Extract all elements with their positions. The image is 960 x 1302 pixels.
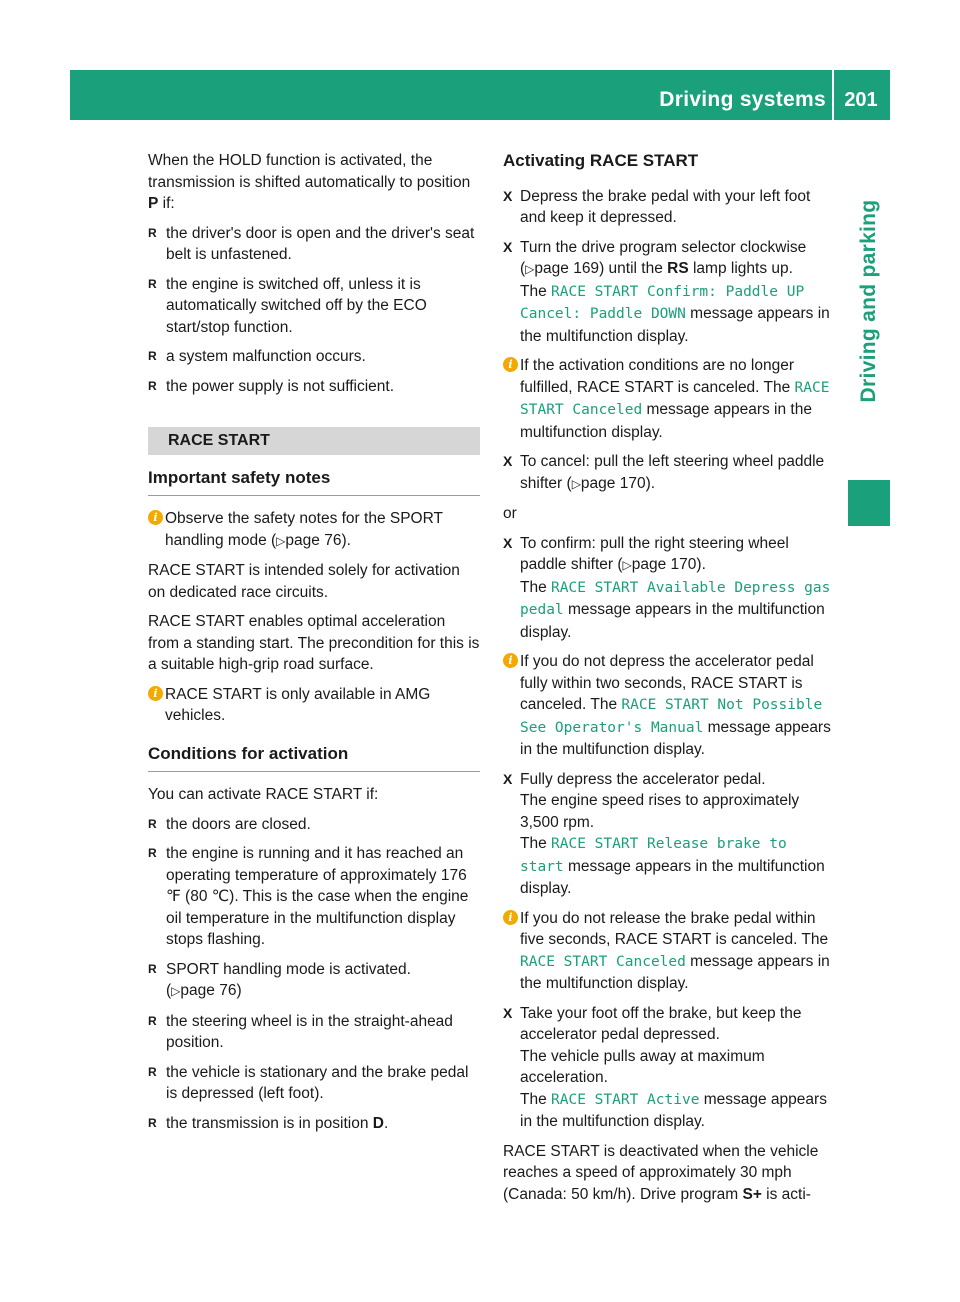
right-column [503,150,835,1213]
page-link[interactable]: page 76 [285,531,342,549]
conditions-heading: Conditions for activation [148,743,480,773]
hold-intro: When the HOLD function is activated, the transmission is shifted automatically to position P if: [148,152,471,212]
bullet-icon: R [148,225,157,240]
page-ref-icon: ▷ [276,533,286,548]
safety-note: i Observe the safety notes for the SPORT handling mode (▷page 76). [148,508,480,552]
safety-heading: Important safety notes [148,467,480,497]
paragraph: RACE START is intended solely for activation on dedicated race circuits. [148,562,460,601]
bullet-icon: R [148,1115,157,1130]
page-link[interactable]: page 170 [631,556,697,573]
step-item: X To confirm: pull the right steering wheel paddle shifter (▷page 170). The RACE START Available Depress gas pedal message appears in the multifunction display. [503,534,831,641]
amg-note: i RACE START is only available in AMG vehicles. [148,684,480,727]
or-label: or [503,505,517,522]
display-message: RACE START Canceled [520,379,830,418]
bullet-icon: R [148,961,157,976]
bullet-icon: R [148,1013,157,1028]
display-message: RACE START Canceled [520,953,686,970]
step-item: X Fully depress the accelerator pedal. The engine speed rises to approximately 3,500 rpm. The RACE START Release brake to start message appears in the multifunction display. [503,770,825,897]
bullet-icon: R [148,378,157,393]
info-icon: i [503,357,518,372]
info-icon: i [503,653,518,668]
display-message: RACE START Not Possible See Operator's Manual [520,697,823,736]
bullet-icon: R [148,1064,157,1079]
paragraph: RACE START enables optimal acceleration from a standing start. The precondition for this is a suitable high-grip road surface. [148,613,480,673]
bullet-icon: R [148,276,157,291]
page-link[interactable]: page 76 [180,982,237,999]
display-message: RACE START Release brake to start [520,836,787,875]
side-tab-marker [848,480,890,526]
side-tab-label: Driving and parking [857,199,880,403]
step-arrow-icon: X [503,453,513,469]
accelerator-note: i If you do not depress the accelerator pedal fully within two seconds, RACE START is canceled. The RACE START Not Possible See Operator's Manual message appears in the multifunction display. [503,651,835,761]
list-item: R SPORT handling mode is activated. (▷page 76) [148,960,411,999]
page-ref-icon: ▷ [622,558,632,572]
list-item: R the doors are closed. [148,814,480,836]
page-ref-icon: ▷ [525,262,535,276]
display-message: RACE START Active [551,1091,700,1108]
section-title: RACE START [148,427,480,455]
list-item: R the transmission is in position D. [148,1113,480,1135]
page-link[interactable]: page 170 [580,474,646,492]
list-item: R the vehicle is stationary and the brake pedal is depressed (left foot). [148,1063,469,1102]
step-arrow-icon: X [503,534,513,551]
activation-note: i If the activation conditions are no longer fulfilled, RACE START is canceled. The RACE START Canceled message appears in the multifunction display. [503,355,835,443]
display-message: RACE START Available Depress gas pedal [520,579,831,618]
display-message: RACE START Confirm: Paddle UP Cancel: Paddle DOWN [520,283,805,322]
header-divider [832,70,834,120]
info-icon: i [503,910,518,925]
info-icon: i [148,686,163,701]
bullet-icon: R [148,349,157,363]
bullet-icon: R [148,816,157,831]
step-arrow-icon: X [503,187,513,204]
info-icon: i [148,510,163,525]
step-arrow-icon: X [503,1004,513,1021]
step-arrow-icon: X [503,238,513,255]
brake-note: i If you do not release the brake pedal within five seconds, RACE START is canceled. The RACE START Canceled message appears in the multifunction display. [503,908,835,995]
left-column [148,150,480,1142]
list-item: R the engine is switched off, unless it is automatically switched off by the ECO start/stop function. [148,275,427,336]
step-item: X Depress the brake pedal with your left foot and keep it depressed. [503,187,811,226]
step-item: X Turn the drive program selector clockwise (▷page 169) until the RS lamp lights up. The RACE START Confirm: Paddle UP Cancel: Paddle DOWN message appears in the multifunction display. [503,238,830,345]
page-ref-icon: ▷ [171,984,181,998]
list-item: R the power supply is not sufficient. [148,376,480,398]
conditions-intro: You can activate RACE START if: [148,786,379,803]
step-arrow-icon: X [503,770,513,787]
list-item: R the steering wheel is in the straight-ahead position. [148,1012,453,1051]
page-ref-icon: ▷ [571,476,581,491]
list-item: R the engine is running and it has reached an operating temperature of approximately 176 ℉ (80 ℃). This is the case when the engine oil temperature in the multifunction display stops flashing. [148,845,469,948]
step-item: X Take your foot off the brake, but keep the accelerator pedal depressed. The vehicle pulls away at maximum acceleration. The RACE START Active message appears in the multifunction display. [503,1004,827,1130]
bullet-icon: R [148,846,157,860]
page-number: 201 [844,89,878,111]
deactivation-paragraph: RACE START is deactivated when the vehicle reaches a speed of approximately 30 mph (Canada: 50 km/h). Drive program S+ is acti- [503,1142,819,1203]
page-title: Driving systems [659,88,826,111]
list-item: R a system malfunction occurs. [148,346,480,368]
activating-heading: Activating RACE START [503,151,699,170]
step-item: X To cancel: pull the left steering wheel paddle shifter (▷page 170). [503,453,825,492]
list-item: R the driver's door is open and the driver's seat belt is unfastened. [148,224,475,263]
page-link[interactable]: page 169 [534,260,600,277]
